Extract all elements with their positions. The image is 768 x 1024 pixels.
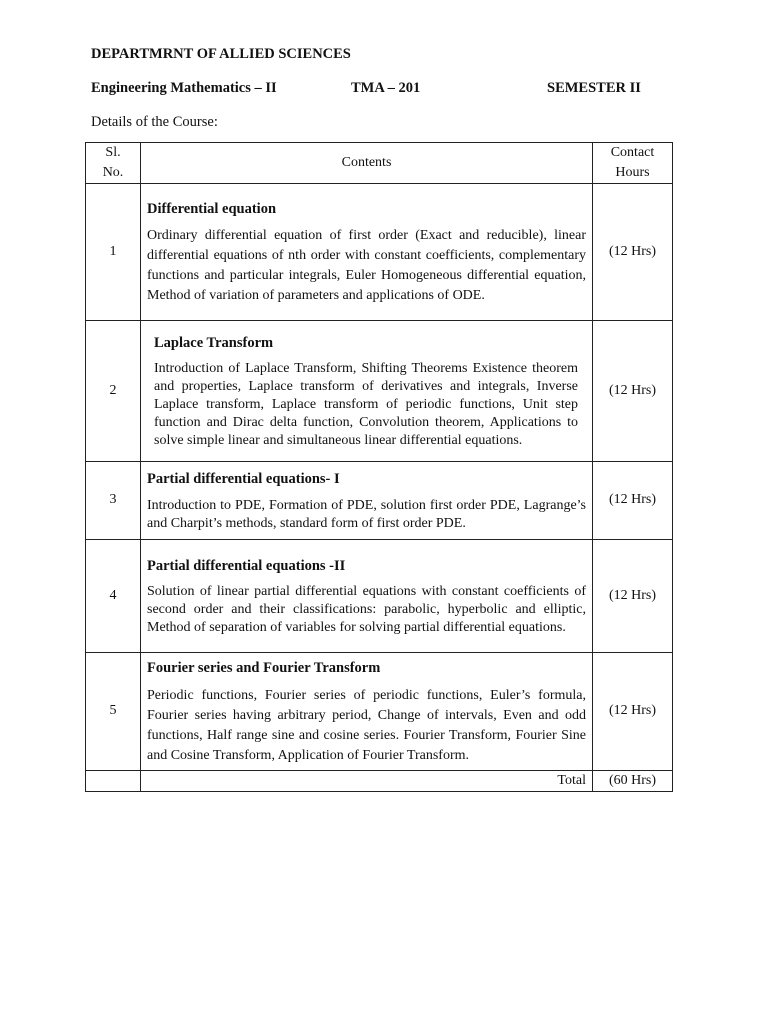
- total-row: [86, 770, 673, 791]
- row-sl-no: 1: [86, 184, 141, 321]
- header-sl-line1: Sl.: [105, 145, 121, 160]
- topic-description: Introduction to PDE, Formation of PDE, solution first order PDE, Lagrange’s and Charpit’s methods, standard form of first order PDE.: [147, 497, 586, 531]
- topic-title: Partial differential equations -II: [147, 557, 346, 574]
- row-contact-hours: (12 Hrs): [593, 653, 673, 771]
- row-contents: [141, 540, 593, 653]
- row-contact-hours: (12 Hrs): [593, 540, 673, 653]
- row-contact-hours: (12 Hrs): [593, 462, 673, 540]
- total-empty-cell: [86, 770, 141, 791]
- table-row: [86, 653, 673, 771]
- header-hours-line2: Hours: [615, 165, 650, 180]
- topic-description: Solution of linear partial differential equations with constant coefficients of second order and their classifications: parabolic, hyperbolic and elliptic, Method of separation of variables for solving partial differential equations.: [147, 584, 586, 636]
- header-sl-no: [86, 143, 141, 184]
- topic-title: Differential equation: [147, 200, 277, 217]
- header-sl-line2: No.: [102, 165, 124, 180]
- topic-description: Introduction of Laplace Transform, Shifting Theorems Existence theorem and properties, Laplace transform of derivatives and integrals, Inverse Laplace transform, Laplace transform of periodic functions, Unit step function and Dirac delta function, Convolution theorem, Applications to solve simple linear and simultaneous linear differential equations.: [154, 361, 578, 449]
- total-label: Total: [141, 770, 593, 791]
- total-hours: (60 Hrs): [593, 770, 673, 791]
- topic-title: Fourier series and Fourier Transform: [147, 660, 381, 676]
- table-row: [86, 184, 673, 321]
- row-sl-no: 3: [86, 462, 141, 540]
- table-row: [86, 540, 673, 653]
- semester-label: SEMESTER II: [547, 80, 641, 96]
- header-hours-line1: Contact: [610, 145, 655, 160]
- topic-title: Partial differential equations- I: [147, 471, 340, 488]
- table-row: [86, 321, 673, 462]
- details-label: Details of the Course:: [91, 114, 218, 130]
- row-contents: [141, 462, 593, 540]
- course-code: TMA – 201: [351, 80, 421, 96]
- row-sl-no: 5: [86, 653, 141, 771]
- row-contents: [141, 321, 593, 462]
- row-sl-no: 4: [86, 540, 141, 653]
- row-sl-no: 2: [86, 321, 141, 462]
- header-contents: Contents: [141, 143, 593, 184]
- topic-title: Laplace Transform: [154, 334, 274, 351]
- table-header-row: [86, 143, 673, 184]
- topic-description: Ordinary differential equation of first order (Exact and reducible), linear differential equations of nth order with constant coefficients, complementary functions and particular integrals, Euler Homogeneous differential equation, Method of variation of parameters and applications of ODE.: [147, 228, 586, 304]
- row-contents: [141, 653, 593, 771]
- topic-description: Periodic functions, Fourier series of periodic functions, Euler’s formula, Fourier series having arbitrary period, Change of intervals, Even and odd functions, Half range sine and cosine series. Fourier Transform, Fourier Sine and Cosine Transform, Application of Fourier Transform.: [147, 687, 586, 763]
- row-contact-hours: (12 Hrs): [593, 184, 673, 321]
- course-table: [85, 142, 673, 792]
- row-contents: [141, 184, 593, 321]
- header-contact-hours: [593, 143, 673, 184]
- course-name: Engineering Mathematics – II: [91, 80, 277, 96]
- table-row: [86, 462, 673, 540]
- row-contact-hours: (12 Hrs): [593, 321, 673, 462]
- department-heading: DEPARTMRNT OF ALLIED SCIENCES: [91, 46, 351, 62]
